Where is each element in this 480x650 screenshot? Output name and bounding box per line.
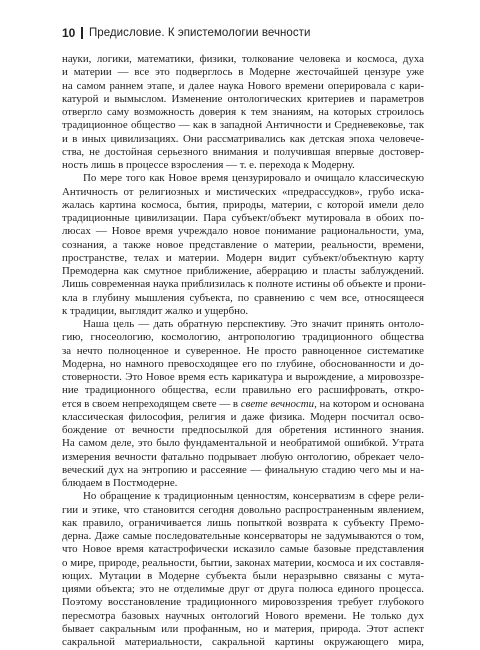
text-line: ность лишь в процессе взросления — т. е. перехода к Модерну. <box>62 159 355 171</box>
text-line: как правило, ограничивается лишь попыткой возврата к субъекту Премо- <box>62 516 424 529</box>
text-line: катурой и вымыслом. Изменение онтологических критериев и параметров <box>62 92 424 105</box>
text-line: Лишь современная наука приблизилась к полноте истины об объекте и прони- <box>62 278 426 291</box>
text-line: веческий дух на энтропию и рассеяние — финальную стадию чего мы и на- <box>62 463 424 476</box>
text-line: Премодерна как смутное приближение, аберрацию и пласты заблуждений. <box>62 265 424 277</box>
text-line: традиционное общество — как в западной Античности и Средневековье, так <box>62 119 424 132</box>
text-line: гию, гносеологию, космологию, антропологию традиционного общества <box>62 331 424 344</box>
text-line: Античность от религиозных и мистических «предрассудков», грубо иска- <box>62 185 424 198</box>
text-line: люсах — Новое время учреждало новое понимание рациональности, ума, <box>62 225 424 238</box>
text-line: традиционные цивилизации. Пара субъект/объект мутировала в обоих по- <box>62 212 424 224</box>
paragraph-4 <box>62 490 424 649</box>
paragraph-2 <box>62 172 424 318</box>
text-line: измерения вечности фатально подрывает любую онтологию, обрекает чело- <box>62 450 424 463</box>
text-line: что Новое время катастрофически исказило самые базовые представления <box>62 543 424 556</box>
text-line: На самом деле, это было фундаментальной и необратимой ошибкой. Утрата <box>62 437 424 450</box>
text-line: ства, не достойная серьезного внимания и получившая впервые достовер- <box>62 145 424 158</box>
text-line: классическая философия, религия и даже физика. Модерн посчитал осво- <box>62 410 424 423</box>
text-line: Поэтому восстановление традиционного мировоззрения требует глубокого <box>62 596 424 609</box>
text-line-with-emphasis: ется в своем непреходящем свете — в свете вечности, на котором и основана <box>62 397 425 410</box>
text-line: отвергло саму возможность доверия к тем знаниям, на которых строилось <box>62 106 424 118</box>
text-line: гии и этике, что становится сегодня довольно распространенным явлением, <box>62 503 424 516</box>
text-line: о мире, природе, реальности, бытии, законах материи, космоса и их составля- <box>62 556 424 569</box>
text-line: циями объекта; это не отделимые друг от друга полюса единого процесса. <box>62 583 424 595</box>
text-line: сознания, а также новое представление о материи, реальности, времени, <box>62 238 424 251</box>
text-line: и материи — все это подверглось в Модерне жесточайшей цензуре уже <box>62 66 424 79</box>
text-line: бывает сакральным или профанным, но и материя, природа. Этот аспект <box>62 622 424 635</box>
text-line: стоверности. Это Новое время есть карикатура и вырождение, а мировоззре- <box>62 371 424 383</box>
text-line: пересмотра базовых научных онтологий Нового времени. Не только дух <box>62 609 424 622</box>
paragraph-1 <box>62 53 424 172</box>
text-line: кла в глубину мышления субъекта, по сравнению с чем все, относящееся <box>62 291 424 304</box>
text-line: пространстве, телах и материи. Модерн видит субъект/объектную карту <box>62 251 424 264</box>
page-number: 10 <box>62 26 76 40</box>
text-line: к традиции, выглядит жалко и ущербно. <box>62 304 249 317</box>
text-line: дерна. Даже самые последовательные консерваторы не задумываются о том, <box>62 530 424 542</box>
text-line: бождение от вечности предпосылкой для обретения истинного знания. <box>62 424 424 436</box>
text-line: науки, логики, математики, физики, толкование человека и космоса, духа <box>62 53 424 65</box>
running-header <box>62 24 310 42</box>
text-line: ющих. Мутации в Модерне субъекта были неразрывно связаны с мута- <box>62 569 424 582</box>
text-line: блюдаем в Постмодерне. <box>62 477 178 489</box>
text-line: ние традиционного общества, если правильно его расшифровать, откро- <box>62 384 424 397</box>
text-line: сакральной материальности, сакральной картины окружающего мира, <box>62 636 424 648</box>
text-line: на самом раннем этапе, и далее наука Нового времени оперировала с кари- <box>62 79 424 92</box>
text-line: и в иных цивилизациях. Они рассматривались как детская эпоха человече- <box>62 132 424 145</box>
body-text <box>62 53 424 649</box>
emphasized-term: свете вечности <box>240 397 315 410</box>
text-line: Модерна, но намного превосходящее его по глубине, обоснованности и до- <box>62 357 424 370</box>
header-divider <box>81 27 83 39</box>
text-line: жалась картина космоса, бытия, природы, материи, с которой имели дело <box>62 198 424 211</box>
paragraph-3 <box>62 318 424 490</box>
running-title: Предисловие. К эпистемологии вечности <box>88 27 311 39</box>
text-line: Но обращение к традиционным ценностям, консерватизм в сфере рели- <box>83 490 424 503</box>
text-line: за нечто полноценное и суверенное. Не просто равноценное систематике <box>62 344 424 357</box>
text-line: По мере того как Новое время цензурировало и очищало классическую <box>83 172 424 185</box>
text-line: Наша цель — дать обратную перспективу. Это значит принять онтоло- <box>83 318 424 330</box>
